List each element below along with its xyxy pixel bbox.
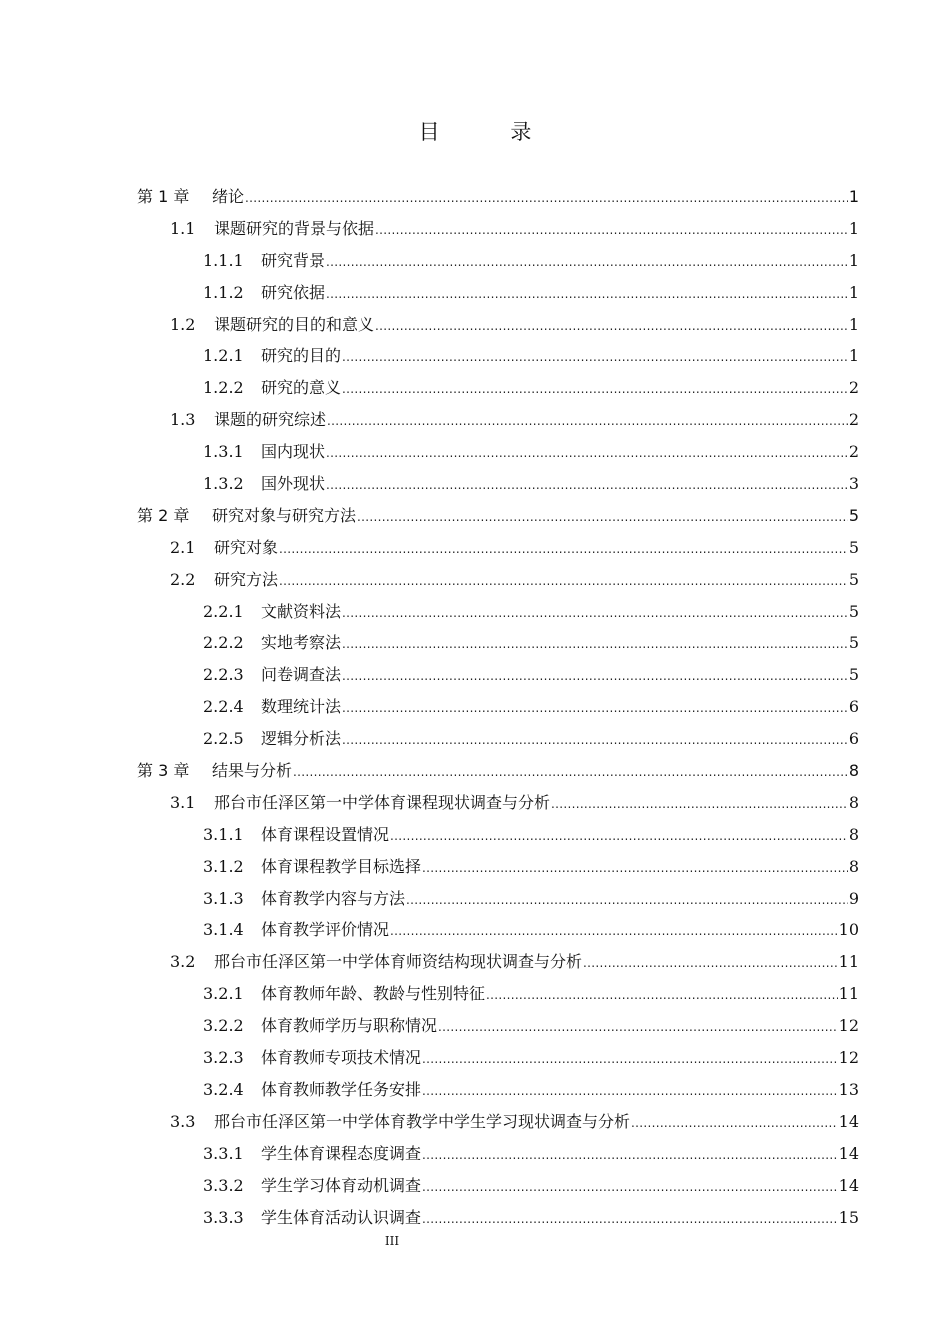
toc-entry[interactable] bbox=[137, 883, 859, 915]
toc-entry[interactable] bbox=[137, 532, 859, 564]
toc-entry-page: 10 bbox=[838, 920, 859, 940]
toc-entry-title: 课题研究的目的和意义 bbox=[214, 314, 375, 334]
toc-dot-leader bbox=[422, 1076, 838, 1108]
toc-entry-title: 研究对象 bbox=[214, 537, 279, 557]
toc-entry-page: 2 bbox=[848, 442, 859, 462]
toc-entry-page: 15 bbox=[838, 1207, 859, 1227]
toc-dot-leader bbox=[342, 661, 848, 693]
toc-dot-leader bbox=[326, 438, 848, 470]
toc-dot-leader bbox=[422, 1204, 838, 1236]
toc-entry[interactable] bbox=[137, 851, 859, 883]
toc-entry[interactable] bbox=[137, 978, 859, 1010]
toc-dot-leader bbox=[279, 566, 848, 598]
toc-entry[interactable] bbox=[137, 723, 859, 755]
toc-dot-leader bbox=[438, 1012, 838, 1044]
toc-entry-number: 3.2.3 bbox=[203, 1048, 244, 1068]
toc-entry-page: 5 bbox=[848, 601, 859, 621]
toc-entry-number: 1.3.1 bbox=[203, 442, 244, 462]
toc-entry[interactable] bbox=[137, 340, 859, 372]
toc-entry-number: 第 1 章 bbox=[137, 187, 190, 206]
toc-dot-leader bbox=[342, 629, 848, 661]
toc-entry[interactable] bbox=[137, 1074, 859, 1106]
toc-entry-title: 邢台市任泽区第一中学体育教学中学生学习现状调查与分析 bbox=[214, 1111, 631, 1131]
toc-entry-number: 2.2.1 bbox=[203, 601, 244, 621]
toc-entry[interactable] bbox=[137, 213, 859, 245]
toc-entry[interactable] bbox=[137, 436, 859, 468]
toc-dot-leader bbox=[326, 470, 848, 502]
toc-entry-page: 6 bbox=[848, 729, 859, 749]
toc-entry-page: 1 bbox=[848, 346, 859, 366]
toc-entry-title: 研究背景 bbox=[261, 250, 326, 270]
toc-dot-leader bbox=[326, 247, 848, 279]
toc-entry[interactable] bbox=[137, 787, 859, 819]
toc-entry-title: 邢台市任泽区第一中学体育课程现状调查与分析 bbox=[214, 792, 551, 812]
toc-entry-number: 第 3 章 bbox=[137, 761, 190, 781]
toc-entry-number: 2.2.4 bbox=[203, 697, 244, 717]
toc-entry-number: 1.1.2 bbox=[203, 282, 244, 302]
toc-entry[interactable] bbox=[137, 946, 859, 978]
toc-entry-title: 研究的意义 bbox=[261, 378, 342, 398]
toc-entry-number: 1.2.1 bbox=[203, 346, 244, 366]
toc-entry[interactable] bbox=[137, 1042, 859, 1074]
toc-entry[interactable] bbox=[137, 1138, 859, 1170]
toc-entry-title: 结果与分析 bbox=[212, 761, 293, 781]
toc-entry-page: 14 bbox=[838, 1143, 859, 1163]
toc-entry-number: 2.2.3 bbox=[203, 665, 244, 685]
toc-entry-page: 2 bbox=[848, 410, 859, 430]
toc-entry[interactable] bbox=[137, 596, 859, 628]
toc-entry-title: 体育教师年龄、教龄与性别特征 bbox=[261, 984, 486, 1004]
toc-entry-number: 3.1.1 bbox=[203, 824, 244, 844]
toc-entry-number: 1.3 bbox=[170, 410, 196, 430]
toc-entry[interactable] bbox=[137, 1170, 859, 1202]
toc-entry-page: 2 bbox=[848, 378, 859, 398]
toc-entry-number: 1.1 bbox=[170, 218, 196, 238]
toc-entry[interactable] bbox=[137, 372, 859, 404]
toc-entry-number: 1.1.1 bbox=[203, 250, 244, 270]
toc-entry-number: 3.1.2 bbox=[203, 856, 244, 876]
toc-dot-leader bbox=[375, 215, 848, 247]
toc-entry-page: 1 bbox=[848, 218, 859, 238]
toc-entry-number: 3.3.2 bbox=[203, 1175, 244, 1195]
toc-entry[interactable] bbox=[137, 564, 859, 596]
toc-entry-title: 学生体育课程态度调查 bbox=[261, 1143, 422, 1163]
toc-entry-page: 12 bbox=[838, 1016, 859, 1036]
toc-entry-title: 研究方法 bbox=[214, 569, 279, 589]
toc-entry-title: 绪论 bbox=[212, 187, 245, 206]
toc-entry-title: 学生学习体育动机调查 bbox=[261, 1175, 422, 1195]
toc-entry-title: 研究的目的 bbox=[261, 346, 342, 366]
toc-entry-number: 1.3.2 bbox=[203, 474, 244, 494]
toc-entry-page: 11 bbox=[838, 984, 859, 1004]
toc-entry-page: 1 bbox=[848, 250, 859, 270]
toc-entry-page: 5 bbox=[848, 537, 859, 557]
toc-entry-number: 2.2.5 bbox=[203, 729, 244, 749]
toc-entry-page: 1 bbox=[848, 314, 859, 334]
toc-entry[interactable] bbox=[137, 659, 859, 691]
toc-entry-number: 3.1 bbox=[170, 792, 196, 812]
toc-dot-leader bbox=[390, 916, 838, 948]
toc-entry-title: 邢台市任泽区第一中学体育师资结构现状调查与分析 bbox=[214, 952, 583, 972]
toc-entry-title: 体育教师学历与职称情况 bbox=[261, 1016, 438, 1036]
toc-entry-page: 5 bbox=[848, 633, 859, 653]
toc-entry-page: 8 bbox=[848, 761, 859, 781]
toc-entry-number: 3.2.1 bbox=[203, 984, 244, 1004]
toc-entry-page: 5 bbox=[848, 665, 859, 685]
page-number-footer: III bbox=[384, 1234, 400, 1248]
toc-entry-title: 数理统计法 bbox=[261, 697, 342, 717]
toc-entry-page: 13 bbox=[838, 1079, 859, 1099]
toc-entry-title: 体育教学内容与方法 bbox=[261, 888, 406, 908]
toc-entry-number: 3.2.4 bbox=[203, 1079, 244, 1099]
toc-entry-page: 14 bbox=[838, 1111, 859, 1131]
toc-dot-leader bbox=[422, 1172, 838, 1204]
toc-entry-title: 体育课程教学目标选择 bbox=[261, 856, 422, 876]
toc-entry-number: 第 2 章 bbox=[137, 505, 190, 525]
toc-entry-page: 5 bbox=[848, 569, 859, 589]
toc-entry-title: 体育教师专项技术情况 bbox=[261, 1048, 422, 1068]
page-title: 目 录 bbox=[418, 120, 564, 144]
toc-entry-page: 11 bbox=[838, 952, 859, 972]
toc-entry-page: 12 bbox=[838, 1048, 859, 1068]
toc-entry-title: 实地考察法 bbox=[261, 633, 342, 653]
toc-entry-number: 3.1.4 bbox=[203, 920, 244, 940]
toc-entry[interactable] bbox=[137, 1010, 859, 1042]
toc-dot-leader bbox=[375, 311, 848, 343]
toc-dot-leader bbox=[422, 1140, 838, 1172]
toc-dot-leader bbox=[357, 502, 848, 534]
toc-dot-leader bbox=[631, 1108, 838, 1140]
toc-dot-leader bbox=[245, 183, 848, 215]
toc-dot-leader bbox=[327, 406, 848, 438]
toc-entry[interactable] bbox=[137, 309, 859, 341]
toc-entry-title: 体育课程设置情况 bbox=[261, 824, 390, 844]
toc-dot-leader bbox=[551, 789, 848, 821]
toc-dot-leader bbox=[279, 534, 848, 566]
toc-dot-leader bbox=[342, 693, 848, 725]
toc-entry[interactable] bbox=[137, 1202, 859, 1234]
table-of-contents bbox=[137, 181, 859, 1233]
toc-entry-title: 课题研究的背景与依据 bbox=[214, 218, 375, 238]
toc-entry[interactable] bbox=[137, 500, 859, 532]
toc-entry-page: 14 bbox=[838, 1175, 859, 1195]
toc-entry-page: 6 bbox=[848, 697, 859, 717]
toc-entry-title: 学生体育活动认识调查 bbox=[261, 1207, 422, 1227]
toc-entry-number: 3.3.1 bbox=[203, 1143, 244, 1163]
toc-entry-title: 体育教师教学任务安排 bbox=[261, 1079, 422, 1099]
toc-entry-number: 2.1 bbox=[170, 537, 196, 557]
toc-dot-leader bbox=[342, 374, 848, 406]
toc-entry[interactable] bbox=[137, 245, 859, 277]
toc-entry[interactable] bbox=[137, 404, 859, 436]
toc-entry-number: 3.2.2 bbox=[203, 1016, 244, 1036]
toc-entry[interactable] bbox=[137, 819, 859, 851]
toc-entry[interactable] bbox=[137, 691, 859, 723]
toc-entry[interactable] bbox=[137, 468, 859, 500]
toc-entry-number: 1.2.2 bbox=[203, 378, 244, 398]
toc-dot-leader bbox=[583, 948, 838, 980]
toc-dot-leader bbox=[422, 1044, 838, 1076]
toc-entry[interactable] bbox=[137, 277, 859, 309]
toc-dot-leader bbox=[342, 598, 848, 630]
toc-entry-title: 逻辑分析法 bbox=[261, 729, 342, 749]
toc-entry-number: 3.3 bbox=[170, 1111, 196, 1131]
toc-dot-leader bbox=[326, 279, 848, 311]
toc-entry-title: 文献资料法 bbox=[261, 601, 342, 621]
toc-entry-title: 课题的研究综述 bbox=[214, 410, 327, 430]
toc-entry-number: 2.2.2 bbox=[203, 633, 244, 653]
toc-dot-leader bbox=[342, 342, 848, 374]
toc-dot-leader bbox=[406, 885, 848, 917]
toc-dot-leader bbox=[390, 821, 848, 853]
toc-entry-number: 3.1.3 bbox=[203, 888, 244, 908]
toc-entry-title: 体育教学评价情况 bbox=[261, 920, 390, 940]
toc-entry[interactable] bbox=[137, 627, 859, 659]
toc-entry[interactable] bbox=[137, 914, 859, 946]
toc-dot-leader bbox=[422, 853, 848, 885]
toc-entry-title: 研究对象与研究方法 bbox=[212, 505, 357, 525]
toc-entry-page: 9 bbox=[848, 888, 859, 908]
toc-entry-title: 国外现状 bbox=[261, 474, 326, 494]
toc-dot-leader bbox=[293, 757, 848, 789]
toc-entry-title: 研究依据 bbox=[261, 282, 326, 302]
toc-entry-number: 3.2 bbox=[170, 952, 196, 972]
toc-entry-page: 1 bbox=[848, 187, 859, 206]
toc-entry-page: 1 bbox=[848, 282, 859, 302]
toc-entry[interactable] bbox=[137, 1106, 859, 1138]
toc-entry-page: 3 bbox=[848, 474, 859, 494]
toc-entry-title: 问卷调查法 bbox=[261, 665, 342, 685]
toc-entry-number: 1.2 bbox=[170, 314, 196, 334]
toc-entry-number: 2.2 bbox=[170, 569, 196, 589]
toc-entry[interactable] bbox=[137, 181, 859, 213]
toc-entry[interactable] bbox=[137, 755, 859, 787]
toc-entry-page: 5 bbox=[848, 505, 859, 525]
toc-entry-number: 3.3.3 bbox=[203, 1207, 244, 1227]
toc-entry-page: 8 bbox=[848, 856, 859, 876]
toc-entry-page: 8 bbox=[848, 792, 859, 812]
toc-dot-leader bbox=[342, 725, 848, 757]
toc-entry-title: 国内现状 bbox=[261, 442, 326, 462]
toc-entry-page: 8 bbox=[848, 824, 859, 844]
toc-dot-leader bbox=[486, 980, 838, 1012]
